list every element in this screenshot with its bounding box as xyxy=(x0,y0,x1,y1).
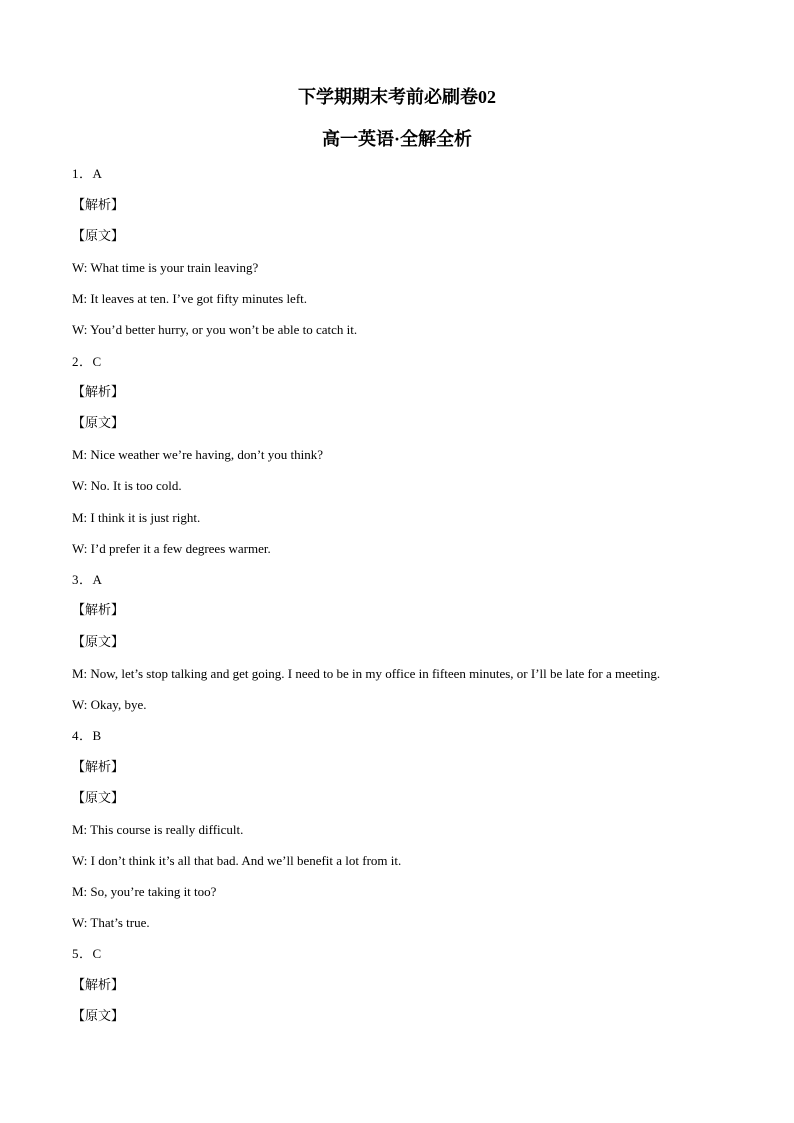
document-subtitle: 高一英语·全解全析 xyxy=(321,129,472,149)
document-title: 下学期期末考前必刷卷02 xyxy=(298,87,496,107)
question-number-2: 2．C xyxy=(72,354,102,369)
transcript-label: 【原文】 xyxy=(72,1008,125,1023)
transcript-label: 【原文】 xyxy=(72,634,125,649)
dialogue-line: M: Nice weather we’re having, don’t you think? xyxy=(72,447,324,462)
question-number-3: 3．A xyxy=(72,572,103,587)
transcript-label: 【原文】 xyxy=(72,415,125,430)
analysis-label: 【解析】 xyxy=(72,759,125,774)
question-number-4: 4．B xyxy=(72,728,102,743)
analysis-label: 【解析】 xyxy=(72,977,125,992)
dialogue-line: W: You’d better hurry, or you won’t be able to catch it. xyxy=(72,322,358,337)
dialogue-line: M: It leaves at ten. I’ve got fifty minutes left. xyxy=(72,291,308,306)
analysis-label: 【解析】 xyxy=(72,384,125,399)
dialogue-line: M: This course is really difficult. xyxy=(72,822,244,837)
transcript-label: 【原文】 xyxy=(72,790,125,805)
question-number-1: 1．A xyxy=(72,166,103,181)
dialogue-line: W: What time is your train leaving? xyxy=(72,260,259,275)
dialogue-line: M: Now, let’s stop talking and get going. I need to be in my office in fifteen minutes, or I’ll be late for a meeting. xyxy=(72,666,661,681)
dialogue-line: W: I’d prefer it a few degrees warmer. xyxy=(72,541,271,556)
dialogue-line: W: That’s true. xyxy=(72,915,150,930)
dialogue-line: W: Okay, bye. xyxy=(72,697,147,712)
question-number-5: 5．C xyxy=(72,946,102,961)
analysis-label: 【解析】 xyxy=(72,197,125,212)
transcript-label: 【原文】 xyxy=(72,228,125,243)
dialogue-line: W: No. It is too cold. xyxy=(72,478,182,493)
dialogue-line: M: So, you’re taking it too? xyxy=(72,884,217,899)
dialogue-line: M: I think it is just right. xyxy=(72,510,201,525)
analysis-label: 【解析】 xyxy=(72,602,125,617)
dialogue-line: W: I don’t think it’s all that bad. And we’ll benefit a lot from it. xyxy=(72,853,402,868)
